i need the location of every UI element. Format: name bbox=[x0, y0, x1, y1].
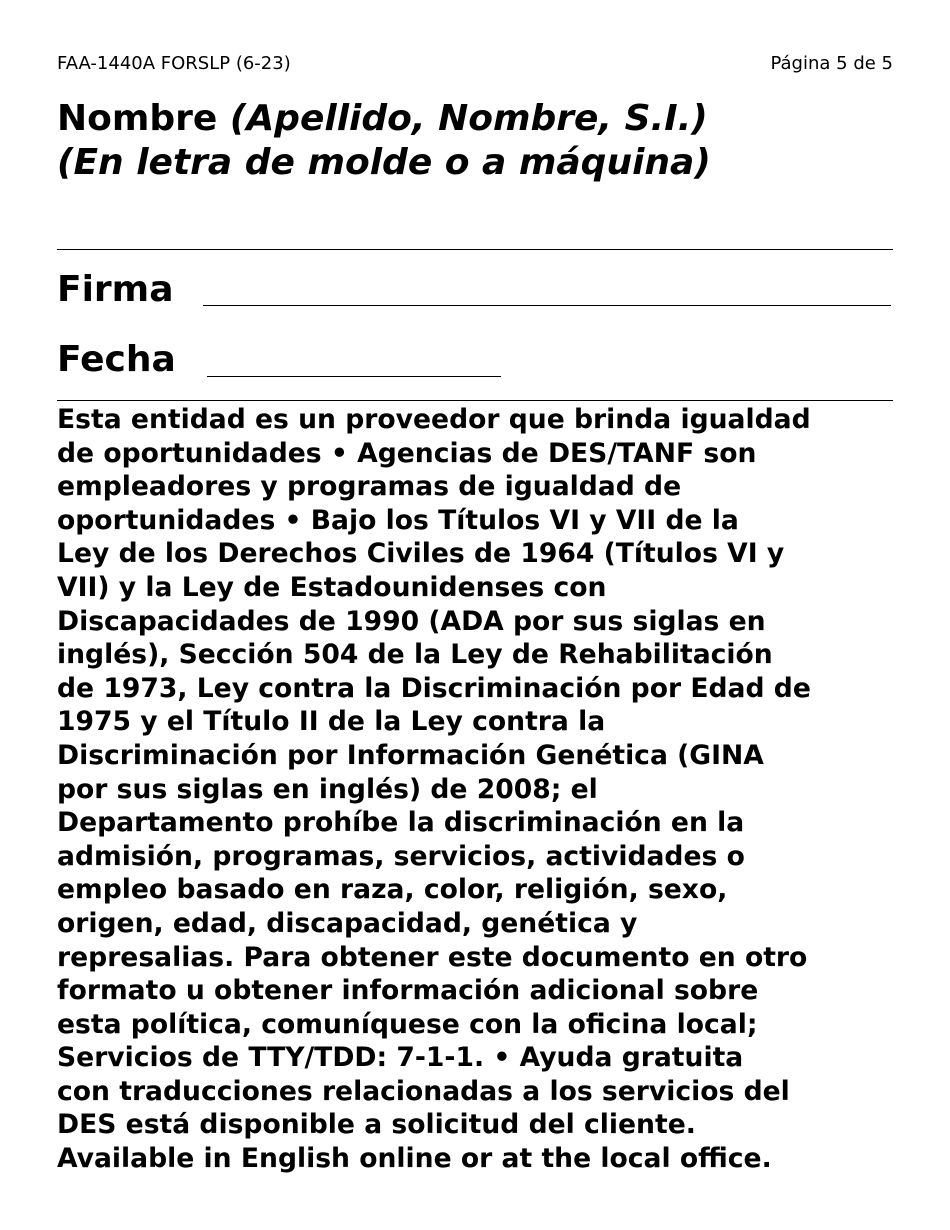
section-divider bbox=[57, 400, 893, 401]
notice-line: Ley de los Derechos Civiles de 1964 (Títulos VI y bbox=[57, 538, 785, 570]
signature-label: Firma bbox=[57, 269, 174, 310]
notice-line: origen, edad, discapacidad, genética y bbox=[57, 907, 638, 939]
form-id: FAA-1440A FORSLP (6-23) bbox=[57, 53, 291, 74]
notice-line: Discriminación por Información Genética (GINA bbox=[57, 739, 764, 771]
notice-line: esta política, comuníquese con la oficina local; bbox=[57, 1008, 758, 1040]
notice-line: de oportunidades • Agencias de DES/TANF son bbox=[57, 437, 757, 469]
notice-line: Servicios de TTY/TDD: 7-1-1. • Ayuda gratuita bbox=[57, 1042, 744, 1074]
notice-line: empleadores y programas de igualdad de bbox=[57, 471, 682, 503]
notice-line: Available in English online or at the local office. bbox=[57, 1143, 772, 1175]
date-input-line[interactable] bbox=[207, 376, 501, 377]
notice-line: oportunidades • Bajo los Títulos VI y VII de la bbox=[57, 504, 739, 536]
date-label: Fecha bbox=[57, 339, 176, 380]
page-header bbox=[57, 53, 893, 77]
notice-line: Departamento prohíbe la discriminación en la bbox=[57, 807, 745, 839]
notice-line: DES está disponible a solicitud del cliente. bbox=[57, 1109, 696, 1141]
equal-opportunity-notice bbox=[57, 403, 899, 1176]
name-field-label bbox=[57, 97, 893, 185]
notice-line: de 1973, Ley contra la Discriminación por Edad de bbox=[57, 672, 811, 704]
page-number: Página 5 de 5 bbox=[770, 53, 893, 74]
notice-line: admisión, programas, servicios, actividades o bbox=[57, 840, 745, 872]
notice-line: por sus siglas en inglés) de 2008; el bbox=[57, 773, 598, 805]
name-label: Nombre bbox=[57, 98, 218, 139]
notice-line: formato u obtener información adicional sobre bbox=[57, 975, 759, 1007]
notice-line: represalias. Para obtener este documento en otro bbox=[57, 941, 808, 973]
notice-line: VII) y la Ley de Estadounidenses con bbox=[57, 571, 607, 603]
name-input-line[interactable] bbox=[57, 249, 893, 250]
notice-line: inglés), Sección 504 de la Ley de Rehabilitación bbox=[57, 639, 773, 671]
notice-line: 1975 y el Título II de la Ley contra la bbox=[57, 706, 606, 738]
signature-input-line[interactable] bbox=[203, 305, 891, 306]
notice-line: empleo basado en raza, color, religión, sexo, bbox=[57, 874, 728, 906]
notice-line: con traducciones relacionadas a los servicios del bbox=[57, 1075, 790, 1107]
notice-line: Esta entidad es un proveedor que brinda igualdad bbox=[57, 404, 811, 435]
name-hint-line1: (Apellido, Nombre, S.I.) bbox=[229, 98, 708, 139]
notice-line: Discapacidades de 1990 (ADA por sus siglas en bbox=[57, 605, 766, 637]
name-hint-line2: (En letra de molde o a máquina) bbox=[57, 142, 711, 183]
